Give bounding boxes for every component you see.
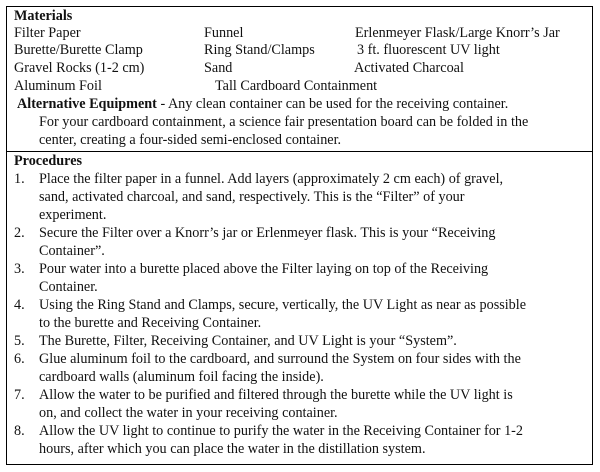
step-text: cardboard walls (aluminum foil facing the inside).	[39, 369, 324, 385]
step-text: on, and collect the water in your receiving container.	[39, 405, 338, 421]
step-number: 7.	[14, 387, 25, 403]
step-text: Allow the water to be purified and filtered through the burette while the UV light is	[39, 387, 513, 403]
material-item: Funnel	[204, 25, 244, 41]
alternative-equipment-label: Alternative Equipment	[17, 96, 157, 112]
material-item: 3 ft. fluorescent UV light	[357, 42, 500, 58]
alternative-equipment-text: For your cardboard containment, a science fair presentation board can be folded in the	[39, 114, 529, 130]
step-number: 4.	[14, 297, 25, 313]
step-text: sand, activated charcoal, and sand, respectively. This is the “Filter” of your	[39, 189, 465, 205]
material-item: Gravel Rocks (1-2 cm)	[14, 60, 145, 76]
step-text: Glue aluminum foil to the cardboard, and surround the System on four sides with the	[39, 351, 521, 367]
procedures-heading: Procedures	[14, 153, 83, 169]
procedures-section	[7, 152, 592, 464]
step-number: 6.	[14, 351, 25, 367]
step-text: Pour water into a burette placed above the Filter laying on top of the Receiving	[39, 261, 489, 277]
alternative-equipment-text: center, creating a four-sided semi-enclosed container.	[39, 132, 342, 148]
step-text: to the burette and Receiving Container.	[39, 315, 262, 331]
step-text: Allow the UV light to continue to purify the water in the Receiving Container for 1-2	[39, 423, 523, 439]
step-text: experiment.	[39, 207, 107, 223]
step-text: hours, after which you can place the water in the distillation system.	[39, 441, 426, 457]
material-item: Filter Paper	[14, 25, 81, 41]
step-number: 3.	[14, 261, 25, 277]
material-item: Erlenmeyer Flask/Large Knorr’s Jar	[355, 25, 560, 41]
alternative-equipment-text: - Any clean container can be used for the receiving container.	[156, 96, 509, 112]
material-item: Tall Cardboard Containment	[215, 78, 378, 94]
materials-section	[7, 7, 592, 152]
step-number: 5.	[14, 333, 25, 349]
step-text: Secure the Filter over a Knorr’s jar or Erlenmeyer flask. This is your “Receiving	[39, 225, 496, 241]
step-number: 8.	[14, 423, 25, 439]
step-number: 1.	[14, 171, 25, 187]
step-number: 2.	[14, 225, 25, 241]
alternative-equipment-line	[17, 96, 508, 113]
step-text: Place the filter paper in a funnel. Add layers (approximately 2 cm each) of gravel,	[39, 171, 504, 187]
step-text: Container”.	[39, 243, 105, 259]
step-text: Container.	[39, 279, 98, 295]
material-item: Burette/Burette Clamp	[14, 42, 143, 58]
material-item: Sand	[204, 60, 233, 76]
materials-heading: Materials	[14, 8, 73, 24]
step-text: The Burette, Filter, Receiving Container, and UV Light is your “System”.	[39, 333, 457, 349]
material-item: Activated Charcoal	[354, 60, 464, 76]
material-item: Ring Stand/Clamps	[204, 42, 315, 58]
material-item: Aluminum Foil	[14, 78, 102, 94]
document-table	[6, 6, 593, 465]
step-text: Using the Ring Stand and Clamps, secure, vertically, the UV Light as near as possible	[39, 297, 527, 313]
